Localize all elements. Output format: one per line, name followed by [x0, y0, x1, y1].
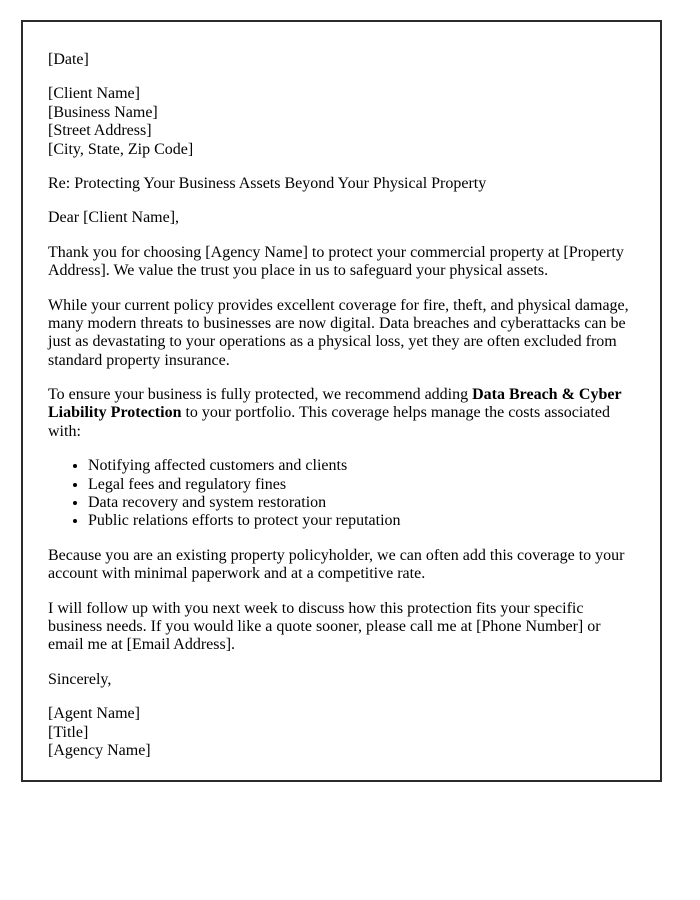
paragraph-threats: While your current policy provides excellent coverage for fire, theft, and physical damage, many modern threats to businesses are now digital. Data breaches and cyberattacks can be just as devastating to your operations as a physical loss, yet they are often excluded from standard property insurance. — [48, 296, 629, 369]
signature-line-agency-name: [Agency Name] — [48, 741, 151, 759]
recipient-line-city-state-zip: [City, State, Zip Code] — [48, 140, 194, 158]
signature-line-agent-name: [Agent Name] — [48, 705, 140, 723]
coverage-name-bold: Data Breach & Cyber Liability Protection — [48, 386, 622, 422]
paragraph-existing-policyholder: Because you are an existing property policyholder, we can often add this coverage to your account with minimal paperwork and at a competitive rate. — [48, 546, 625, 583]
recommendation-text-post: to your portfolio. This coverage helps manage the costs associated with: — [48, 404, 610, 440]
recipient-line-business-name: [Business Name] — [48, 103, 158, 121]
recommendation-text-pre: To ensure your business is fully protected, we recommend adding — [48, 386, 473, 404]
subject-line: Re: Protecting Your Business Assets Beyond Your Physical Property — [48, 174, 487, 192]
bullet-item-legal-fees: • Legal fees and regulatory fines — [88, 476, 635, 494]
bullet-item-public-relations: • Public relations efforts to protect your reputation — [88, 512, 635, 530]
coverage-bullet-list — [48, 457, 635, 531]
bullet-item-notifying: • Notifying affected customers and clients — [88, 457, 635, 475]
closing: Sincerely, — [48, 670, 112, 688]
paragraph-thanks: Thank you for choosing [Agency Name] to protect your commercial property at [Property Address]. We value the trust you place in us to safeguard your physical assets. — [48, 243, 624, 280]
signature-block — [48, 705, 635, 760]
salutation: Dear [Client Name], — [48, 209, 180, 227]
signature-line-title: [Title] — [48, 723, 89, 741]
recipient-line-street-address: [Street Address] — [48, 122, 152, 140]
letter-page — [21, 20, 662, 782]
bullet-item-data-recovery: • Data recovery and system restoration — [88, 494, 635, 512]
paragraph-recommendation — [48, 386, 635, 441]
date-line: [Date] — [48, 51, 89, 68]
recipient-block — [48, 85, 635, 159]
paragraph-followup: I will follow up with you next week to discuss how this protection fits your specific business needs. If you would like a quote sooner, please call me at [Phone Number] or email me at [Email Address]. — [48, 599, 601, 654]
recipient-line-client-name: [Client Name] — [48, 85, 140, 103]
